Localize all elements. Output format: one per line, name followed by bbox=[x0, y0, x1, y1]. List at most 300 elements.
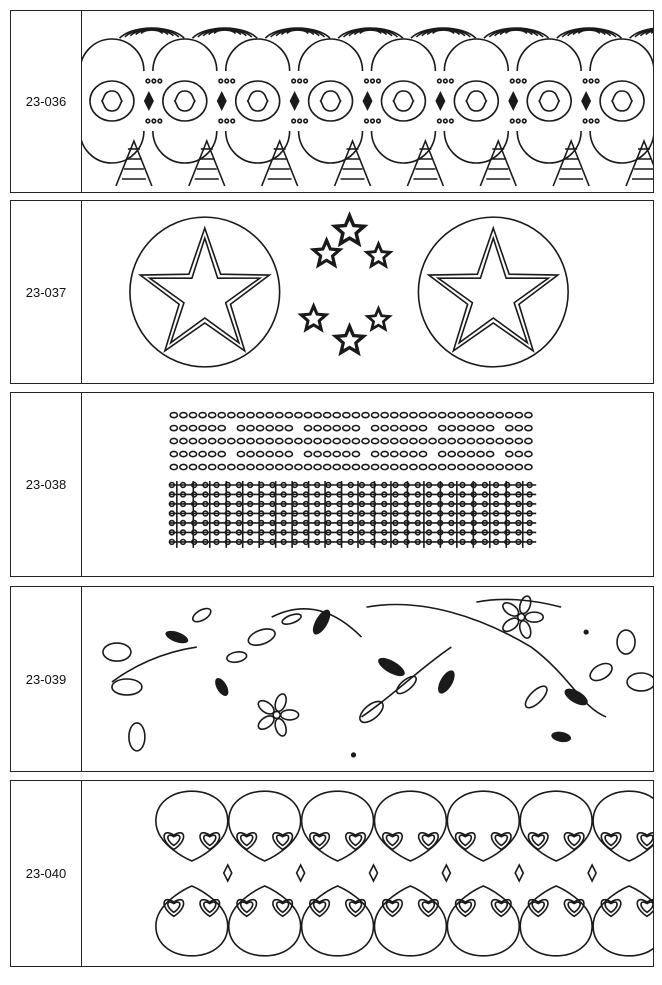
bead bbox=[458, 438, 465, 443]
heart-inner bbox=[168, 902, 180, 912]
bead bbox=[429, 413, 436, 418]
heart-inner bbox=[605, 835, 617, 845]
heart-inner bbox=[350, 835, 362, 845]
bead bbox=[228, 464, 235, 469]
bead bbox=[199, 451, 206, 456]
bead bbox=[170, 426, 177, 431]
quatrefoil bbox=[321, 91, 341, 111]
pattern-illustration bbox=[82, 587, 653, 771]
heart-outer bbox=[492, 833, 512, 850]
bead bbox=[410, 426, 417, 431]
bead bbox=[419, 451, 426, 456]
dot bbox=[292, 79, 296, 83]
bead bbox=[324, 464, 331, 469]
bead bbox=[371, 464, 378, 469]
bead bbox=[180, 438, 187, 443]
leaf bbox=[394, 673, 419, 696]
bead bbox=[247, 413, 254, 418]
bead bbox=[400, 413, 407, 418]
bead bbox=[391, 451, 398, 456]
dot bbox=[292, 119, 296, 123]
leaf-shape-top bbox=[593, 791, 653, 861]
heart-inner bbox=[641, 835, 653, 845]
pattern-code: 23-040 bbox=[11, 781, 82, 966]
bead bbox=[170, 438, 177, 443]
pattern-code: 23-038 bbox=[11, 393, 82, 576]
pattern-illustration bbox=[82, 11, 653, 192]
bead bbox=[247, 451, 254, 456]
bead bbox=[525, 438, 532, 443]
dot bbox=[444, 79, 448, 83]
bead bbox=[276, 438, 283, 443]
dot bbox=[231, 119, 235, 123]
bead bbox=[333, 438, 340, 443]
heart-inner bbox=[495, 902, 507, 912]
bead bbox=[506, 451, 513, 456]
bead bbox=[295, 464, 302, 469]
bead bbox=[391, 464, 398, 469]
bead bbox=[400, 451, 407, 456]
bead bbox=[400, 464, 407, 469]
bead bbox=[180, 464, 187, 469]
leaf bbox=[587, 660, 615, 684]
bead bbox=[352, 438, 359, 443]
bead bbox=[448, 451, 455, 456]
pattern-illustration bbox=[82, 781, 653, 966]
bead bbox=[209, 464, 216, 469]
heart-inner bbox=[350, 902, 362, 912]
heart-outer bbox=[456, 833, 476, 850]
bead bbox=[448, 413, 455, 418]
heart-inner bbox=[459, 835, 471, 845]
bead bbox=[256, 413, 263, 418]
dot bbox=[516, 79, 520, 83]
dot bbox=[450, 79, 454, 83]
bead bbox=[266, 464, 273, 469]
bead bbox=[237, 464, 244, 469]
leaf bbox=[375, 654, 407, 679]
diamond bbox=[588, 865, 596, 881]
leaf bbox=[212, 676, 231, 698]
leaf bbox=[226, 650, 247, 663]
bead bbox=[256, 451, 263, 456]
bead bbox=[381, 438, 388, 443]
medallion bbox=[381, 81, 425, 121]
leaf-shape-bottom bbox=[447, 886, 519, 956]
bead bbox=[237, 413, 244, 418]
bead bbox=[352, 464, 359, 469]
quatrefoil bbox=[175, 91, 195, 111]
bead bbox=[458, 451, 465, 456]
bead bbox=[515, 413, 522, 418]
large-star-inner bbox=[150, 238, 260, 343]
bead bbox=[228, 413, 235, 418]
dot bbox=[438, 119, 442, 123]
dot bbox=[584, 629, 589, 634]
medallion bbox=[236, 81, 280, 121]
bead bbox=[285, 426, 292, 431]
bead bbox=[189, 413, 196, 418]
leaf bbox=[356, 698, 386, 727]
heart-inner bbox=[241, 902, 253, 912]
pattern-panel-2 bbox=[10, 200, 654, 384]
heart-inner bbox=[386, 835, 398, 845]
bead bbox=[209, 451, 216, 456]
bead bbox=[324, 438, 331, 443]
bead bbox=[506, 464, 513, 469]
bead bbox=[496, 464, 503, 469]
dot bbox=[583, 79, 587, 83]
heart-inner bbox=[459, 902, 471, 912]
bead bbox=[237, 451, 244, 456]
bead bbox=[381, 451, 388, 456]
dot bbox=[595, 119, 599, 123]
heart-outer bbox=[164, 833, 184, 850]
flower-center bbox=[518, 614, 525, 621]
dot bbox=[225, 79, 229, 83]
dot bbox=[298, 79, 302, 83]
bead bbox=[256, 464, 263, 469]
leaf-shape-bottom bbox=[374, 886, 446, 956]
bead bbox=[180, 413, 187, 418]
bead bbox=[276, 464, 283, 469]
heart-inner bbox=[568, 902, 580, 912]
dot bbox=[522, 79, 526, 83]
flower-center bbox=[273, 711, 280, 718]
bead bbox=[276, 426, 283, 431]
bead bbox=[285, 451, 292, 456]
bead bbox=[362, 438, 369, 443]
bead bbox=[314, 426, 321, 431]
dot bbox=[158, 119, 162, 123]
diamond bbox=[515, 865, 523, 881]
large-star-inner bbox=[438, 238, 548, 343]
dot bbox=[231, 79, 235, 83]
bead bbox=[525, 451, 532, 456]
fan-arc bbox=[371, 39, 435, 71]
bud bbox=[627, 673, 653, 691]
heart-inner bbox=[495, 835, 507, 845]
pattern-illustration bbox=[82, 393, 653, 576]
diamond-accent bbox=[508, 91, 518, 111]
bead bbox=[314, 413, 321, 418]
bead bbox=[304, 451, 311, 456]
bead bbox=[343, 426, 350, 431]
bead bbox=[180, 451, 187, 456]
dot bbox=[589, 79, 593, 83]
leaf-shape-bottom bbox=[593, 886, 653, 956]
bead bbox=[209, 413, 216, 418]
dot bbox=[219, 79, 223, 83]
heart-outer bbox=[419, 833, 439, 850]
heart-inner bbox=[277, 902, 289, 912]
bead bbox=[467, 451, 474, 456]
pattern-panel-5 bbox=[10, 780, 654, 967]
diamond-accent bbox=[581, 91, 591, 111]
bead bbox=[486, 438, 493, 443]
heart-inner bbox=[605, 902, 617, 912]
bead bbox=[419, 438, 426, 443]
bead bbox=[515, 464, 522, 469]
bud bbox=[129, 723, 145, 751]
bead bbox=[170, 464, 177, 469]
dot bbox=[516, 119, 520, 123]
heart-outer bbox=[528, 833, 548, 850]
bead bbox=[333, 464, 340, 469]
heart-inner bbox=[532, 835, 544, 845]
bead bbox=[266, 451, 273, 456]
bead bbox=[218, 451, 225, 456]
bead bbox=[189, 451, 196, 456]
vine bbox=[112, 647, 197, 682]
bead bbox=[400, 438, 407, 443]
bead bbox=[458, 464, 465, 469]
diamond bbox=[442, 865, 450, 881]
leaf bbox=[164, 628, 190, 646]
bead bbox=[324, 426, 331, 431]
bead bbox=[391, 413, 398, 418]
bead bbox=[314, 438, 321, 443]
bead bbox=[333, 426, 340, 431]
bead bbox=[486, 464, 493, 469]
bead bbox=[486, 451, 493, 456]
bead bbox=[458, 426, 465, 431]
bead bbox=[467, 413, 474, 418]
bead bbox=[352, 413, 359, 418]
bead bbox=[419, 464, 426, 469]
large-star-outline bbox=[140, 228, 269, 351]
fan-arc bbox=[299, 39, 363, 71]
bead bbox=[448, 438, 455, 443]
bead bbox=[410, 413, 417, 418]
bead bbox=[189, 426, 196, 431]
dot bbox=[158, 79, 162, 83]
heart-inner bbox=[204, 902, 216, 912]
quatrefoil bbox=[393, 91, 413, 111]
quatrefoil bbox=[466, 91, 486, 111]
heart-inner bbox=[277, 835, 289, 845]
dot bbox=[225, 119, 229, 123]
bead bbox=[486, 413, 493, 418]
bead bbox=[467, 464, 474, 469]
bead bbox=[515, 451, 522, 456]
heart-outer bbox=[383, 833, 403, 850]
bead bbox=[285, 413, 292, 418]
dot bbox=[595, 79, 599, 83]
dot bbox=[152, 79, 156, 83]
bead bbox=[448, 426, 455, 431]
bead bbox=[506, 426, 513, 431]
dot bbox=[371, 79, 375, 83]
heart-inner bbox=[532, 902, 544, 912]
bead bbox=[285, 438, 292, 443]
bead bbox=[362, 464, 369, 469]
bead bbox=[343, 413, 350, 418]
dot bbox=[146, 79, 150, 83]
bead bbox=[343, 438, 350, 443]
leaf bbox=[550, 730, 571, 743]
bead bbox=[419, 426, 426, 431]
heart-outer bbox=[200, 833, 220, 850]
pattern-panel-3 bbox=[10, 392, 654, 577]
diamond-accent bbox=[290, 91, 300, 111]
heart-inner bbox=[568, 835, 580, 845]
bead bbox=[170, 413, 177, 418]
bead bbox=[304, 438, 311, 443]
bead bbox=[180, 426, 187, 431]
bead bbox=[343, 451, 350, 456]
bead bbox=[304, 426, 311, 431]
bead bbox=[410, 451, 417, 456]
bead bbox=[218, 464, 225, 469]
leaf bbox=[562, 685, 590, 708]
bead bbox=[256, 438, 263, 443]
dot bbox=[298, 119, 302, 123]
bead bbox=[333, 413, 340, 418]
bead bbox=[189, 464, 196, 469]
bead bbox=[515, 426, 522, 431]
dot bbox=[522, 119, 526, 123]
bead bbox=[371, 426, 378, 431]
bead bbox=[506, 438, 513, 443]
leaf bbox=[191, 606, 213, 625]
bead bbox=[199, 413, 206, 418]
dot bbox=[365, 79, 369, 83]
bead bbox=[304, 464, 311, 469]
pattern-illustration bbox=[82, 201, 653, 383]
dot bbox=[146, 119, 150, 123]
bead bbox=[439, 426, 446, 431]
dot bbox=[510, 79, 514, 83]
heart-inner bbox=[422, 835, 434, 845]
petal bbox=[525, 612, 543, 622]
diamond-accent bbox=[217, 91, 227, 111]
dot bbox=[152, 119, 156, 123]
vine bbox=[476, 599, 561, 607]
bead bbox=[429, 438, 436, 443]
leaf bbox=[281, 612, 302, 626]
bead bbox=[477, 451, 484, 456]
pattern-panel-4 bbox=[10, 586, 654, 772]
dot bbox=[583, 119, 587, 123]
bead bbox=[295, 438, 302, 443]
fan-arc bbox=[82, 39, 144, 71]
heart-outer bbox=[346, 833, 366, 850]
bead bbox=[439, 464, 446, 469]
star-circle-pattern bbox=[82, 201, 653, 383]
bead bbox=[381, 413, 388, 418]
dot bbox=[219, 119, 223, 123]
dot bbox=[371, 119, 375, 123]
large-star-outline bbox=[429, 228, 558, 351]
bead bbox=[371, 451, 378, 456]
medallion bbox=[163, 81, 207, 121]
bead bbox=[228, 438, 235, 443]
bead bbox=[419, 413, 426, 418]
leaf-shape-top bbox=[447, 791, 519, 861]
bead bbox=[362, 413, 369, 418]
fan-arc bbox=[517, 39, 581, 71]
bead bbox=[477, 464, 484, 469]
quatrefoil bbox=[612, 91, 632, 111]
dot bbox=[365, 119, 369, 123]
dot bbox=[510, 119, 514, 123]
bead bbox=[525, 426, 532, 431]
bead bbox=[237, 426, 244, 431]
leaf bbox=[435, 668, 458, 696]
bead bbox=[343, 464, 350, 469]
heart-inner bbox=[422, 902, 434, 912]
bead bbox=[333, 451, 340, 456]
medallion bbox=[527, 81, 571, 121]
heart-inner bbox=[241, 835, 253, 845]
medallion bbox=[309, 81, 353, 121]
fan-arc bbox=[590, 39, 653, 71]
bead bbox=[218, 413, 225, 418]
heart-outer bbox=[310, 833, 330, 850]
bead bbox=[410, 438, 417, 443]
dot bbox=[351, 752, 356, 757]
diamond-accent bbox=[144, 91, 154, 111]
bead bbox=[256, 426, 263, 431]
bead bbox=[400, 426, 407, 431]
leaf-shape-top bbox=[302, 791, 374, 861]
bead bbox=[371, 413, 378, 418]
heart-inner bbox=[314, 835, 326, 845]
bead bbox=[304, 413, 311, 418]
heart-inner bbox=[168, 835, 180, 845]
diamond-accent bbox=[435, 91, 445, 111]
bead bbox=[295, 413, 302, 418]
bead bbox=[285, 464, 292, 469]
bead bbox=[477, 426, 484, 431]
dot bbox=[589, 119, 593, 123]
bead bbox=[448, 464, 455, 469]
bead bbox=[209, 438, 216, 443]
medallion bbox=[90, 81, 134, 121]
medallion bbox=[454, 81, 498, 121]
fan-arc bbox=[153, 39, 217, 71]
leaf-shape-bottom bbox=[156, 886, 228, 956]
bead bbox=[189, 438, 196, 443]
bead bbox=[525, 413, 532, 418]
diamond-accent bbox=[363, 91, 373, 111]
bead bbox=[266, 438, 273, 443]
bead bbox=[352, 451, 359, 456]
heart-outer bbox=[564, 833, 584, 850]
quatrefoil bbox=[248, 91, 268, 111]
bead bbox=[381, 464, 388, 469]
pattern-panel-1 bbox=[10, 10, 654, 193]
leaf-shape-bottom bbox=[302, 886, 374, 956]
bead bbox=[496, 438, 503, 443]
bead bbox=[324, 451, 331, 456]
heart-inner bbox=[204, 835, 216, 845]
bead bbox=[439, 451, 446, 456]
leaf-shape-top bbox=[520, 791, 592, 861]
bead bbox=[352, 426, 359, 431]
bead bbox=[371, 438, 378, 443]
dot bbox=[450, 119, 454, 123]
heart-inner bbox=[386, 902, 398, 912]
bead bbox=[199, 438, 206, 443]
pattern-code: 23-039 bbox=[11, 587, 82, 771]
dot bbox=[304, 119, 308, 123]
vine bbox=[362, 647, 452, 717]
bead bbox=[467, 438, 474, 443]
leaf bbox=[522, 683, 550, 711]
bead bbox=[391, 426, 398, 431]
